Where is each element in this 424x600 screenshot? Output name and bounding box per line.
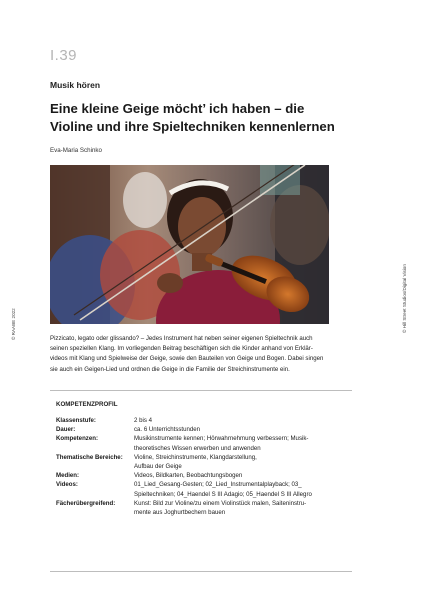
profile-row-kompetenzen bbox=[56, 434, 352, 452]
intro-line: seinen speziellen Klang. Im vorliegenden Beitrag beschäftigen sich die Kinder anhand von Erklär- bbox=[50, 345, 313, 353]
profile-label: Thematische Bereiche: bbox=[56, 453, 123, 461]
intro-line: Pizzicato, legato oder glissando? – Jedes Instrument hat neben seiner eigenen Spieltechnik auch bbox=[50, 335, 313, 342]
profile-value bbox=[134, 434, 344, 452]
profile-label: Klassenstufe: bbox=[56, 417, 96, 424]
title-line-2: Violine und ihre Spieltechniken kennenlernen bbox=[50, 119, 335, 134]
profile-row-faecher bbox=[56, 499, 352, 517]
page-title bbox=[50, 100, 370, 136]
profile-value-line: Spieltechniken; 04_Haendel S III Adagio; 05_Haendel S III Allegro bbox=[134, 490, 312, 498]
profile-label: Fächerübergreifend: bbox=[56, 499, 116, 507]
profile-value: ca. 6 Unterrichtsstunden bbox=[134, 426, 201, 434]
profile-value bbox=[134, 499, 344, 517]
intro-line: sie auch ein Geigen-Lied und ordnen die Geige in die Familie der Streichinstrumente ein. bbox=[50, 365, 290, 373]
profile-row-klassenstufe bbox=[56, 416, 352, 425]
profile-row-dauer bbox=[56, 425, 352, 434]
profile-row-videos bbox=[56, 480, 352, 498]
profile-heading: KOMPETENZPROFIL bbox=[56, 401, 118, 408]
profile-value: 2 bis 4 bbox=[134, 417, 152, 424]
profile-value-line: Kunst: Bild zur Violine/zu einem Violinstück malen, Saiteninstru- bbox=[134, 499, 307, 507]
profile-value bbox=[134, 453, 344, 471]
competence-profile bbox=[50, 390, 352, 572]
author: Eva-Maria Schinko bbox=[50, 147, 102, 154]
profile-label: Medien: bbox=[56, 472, 80, 480]
copyright-text: © RAABE 2022 bbox=[11, 308, 16, 340]
section-label: Musik hören bbox=[50, 80, 101, 90]
profile-row-themen bbox=[56, 453, 352, 471]
profile-value-line: theoretisches Wissen erwerben und anwenden bbox=[134, 444, 261, 452]
profile-label: Videos: bbox=[56, 481, 78, 489]
violin-photo-illustration bbox=[50, 165, 329, 324]
profile-value-line: mente aus Joghurtbechern bauen bbox=[134, 509, 226, 517]
profile-row-medien bbox=[56, 471, 352, 480]
profile-value-line: Musikinstrumente kennen; Hörwahrnehmung verbessern; Musik- bbox=[134, 435, 309, 443]
page-number: I.39 bbox=[50, 47, 78, 64]
profile-value-line: Aufbau der Geige bbox=[134, 463, 182, 471]
copyright-side-note bbox=[11, 300, 23, 360]
photo-credit-side-note bbox=[402, 255, 412, 335]
intro-paragraph bbox=[50, 334, 350, 375]
violin-photo bbox=[50, 165, 329, 324]
profile-value: Videos, Bildkarten, Beobachtungsbogen bbox=[134, 472, 243, 480]
profile-value-line: Violine, Streichinstrumente, Klangdarstellung, bbox=[134, 453, 257, 461]
profile-label: Dauer: bbox=[56, 426, 76, 434]
profile-value-line: 01_Lied_Gesang-Gesten; 02_Lied_Instrumentalplayback; 03_ bbox=[134, 481, 302, 489]
profile-value bbox=[134, 480, 344, 498]
intro-line: videos mit Klang und Spielweise der Geige, sowie den Bauteilen von Geige und Bogen. Dabei singen bbox=[50, 355, 324, 363]
profile-label: Kompetenzen: bbox=[56, 435, 98, 443]
title-line-1: Eine kleine Geige möcht’ ich haben – die bbox=[50, 101, 305, 116]
photo-credit-text: © Hill Street Studios/Digital Vision bbox=[402, 264, 407, 333]
